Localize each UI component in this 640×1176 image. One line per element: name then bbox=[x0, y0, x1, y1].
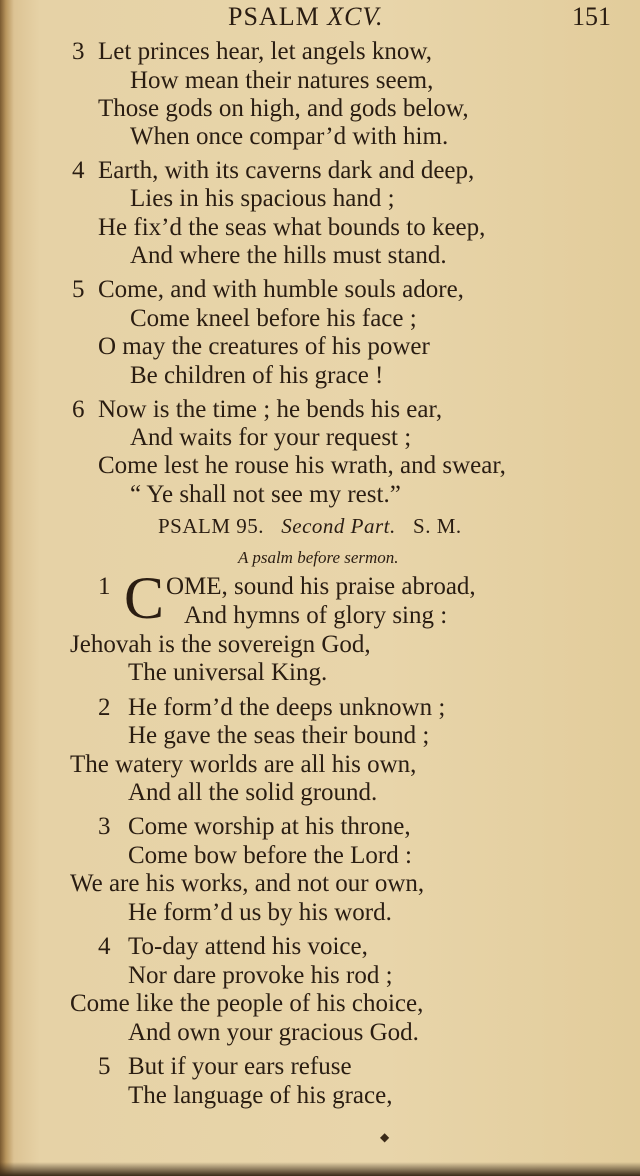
verse-line: When once compar’d with him. bbox=[130, 123, 449, 150]
running-title bbox=[228, 2, 383, 32]
section-psalm-number: PSALM 95. bbox=[158, 514, 265, 538]
stanza-number: 2 bbox=[98, 694, 111, 721]
verse-line: Earth, with its caverns dark and deep, bbox=[98, 157, 475, 184]
section-meter: S. M. bbox=[413, 514, 462, 538]
section-subtitle: A psalm before sermon. bbox=[238, 548, 399, 567]
verse-line: Be children of his grace ! bbox=[130, 362, 384, 389]
verse-line: Let princes hear, let angels know, bbox=[98, 38, 433, 65]
stanza-number: 4 bbox=[98, 933, 111, 960]
printer-mark: ◆ bbox=[380, 1130, 390, 1144]
running-title-numeral: XCV. bbox=[327, 2, 384, 31]
verse-line: Nor dare provoke his rod ; bbox=[128, 962, 393, 989]
verse-line: The watery worlds are all his own, bbox=[70, 751, 417, 778]
verse-line: We are his works, and not our own, bbox=[70, 870, 425, 897]
stanza-number: 1 bbox=[98, 573, 111, 600]
verse-line: He form’d the deeps unknown ; bbox=[128, 694, 446, 721]
verse-line: He gave the seas their bound ; bbox=[128, 722, 430, 749]
verse-line: Those gods on high, and gods below, bbox=[98, 95, 469, 122]
verse-line: Come worship at his throne, bbox=[128, 813, 411, 840]
stanza-number: 6 bbox=[72, 396, 85, 423]
stanza-number: 5 bbox=[72, 276, 85, 303]
verse-line: But if your ears refuse bbox=[128, 1053, 352, 1080]
verse-line: And own your gracious God. bbox=[128, 1019, 419, 1046]
stanza-number: 3 bbox=[98, 813, 111, 840]
verse-line: Now is the time ; he bends his ear, bbox=[98, 396, 443, 423]
verse-line: Lies in his spacious hand ; bbox=[130, 185, 395, 212]
running-title-word: PSALM bbox=[228, 2, 320, 31]
verse-line: Come lest he rouse his wrath, and swear, bbox=[98, 452, 506, 479]
verse-line: And all the solid ground. bbox=[128, 779, 378, 806]
verse-line: The language of his grace, bbox=[128, 1082, 393, 1109]
verse-line: He form’d us by his word. bbox=[128, 899, 392, 926]
verse-line: To-day attend his voice, bbox=[128, 933, 368, 960]
page-header bbox=[0, 2, 640, 32]
verse-line: Come, and with humble souls adore, bbox=[98, 276, 464, 303]
stanza-number: 3 bbox=[72, 38, 85, 65]
verse-line: And hymns of glory sing : bbox=[184, 602, 448, 629]
stanza-number: 5 bbox=[98, 1053, 111, 1080]
verse-line: “ Ye shall not see my rest.” bbox=[130, 481, 401, 508]
stanza-number: 4 bbox=[72, 157, 85, 184]
verse-line: He fix’d the seas what bounds to keep, bbox=[98, 214, 486, 241]
verse-line: The universal King. bbox=[128, 659, 328, 686]
verse-line: And waits for your request ; bbox=[130, 424, 412, 451]
drop-cap: C bbox=[124, 565, 165, 631]
verse-line: Come bow before the Lord : bbox=[128, 842, 412, 869]
verse-line: Come kneel before his face ; bbox=[130, 305, 417, 332]
page-number: 151 bbox=[572, 2, 611, 31]
verse-line: O may the creatures of his power bbox=[98, 333, 430, 360]
verse-line: Come like the people of his choice, bbox=[70, 990, 424, 1017]
section-part: Second Part. bbox=[281, 514, 396, 538]
verse-line: Jehovah is the sovereign God, bbox=[70, 631, 371, 658]
verse-line: How mean their natures seem, bbox=[130, 67, 434, 94]
verse-line: And where the hills must stand. bbox=[130, 242, 447, 269]
verse-line: OME, sound his praise abroad, bbox=[166, 573, 476, 600]
section-heading bbox=[158, 514, 462, 539]
